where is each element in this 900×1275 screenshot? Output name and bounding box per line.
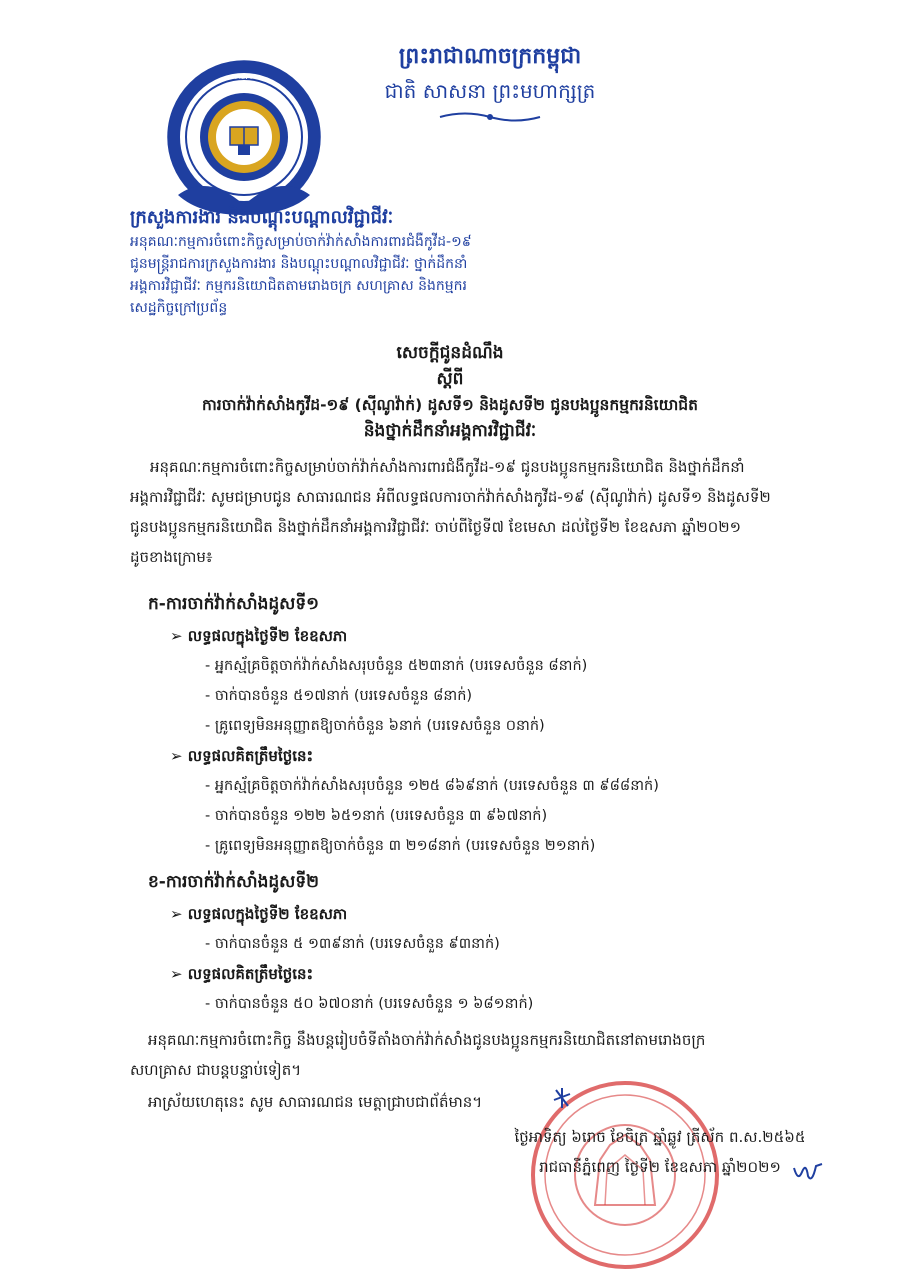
list-item: - ចាក់បានចំនួន ៥ ១៣៩នាក់ (បរទេសចំនួន ៩៣នាក់) (205, 936, 500, 952)
signature-icon (792, 1160, 826, 1184)
national-motto: ជាតិ សាសនា ព្រះមហាក្សត្រ (384, 79, 596, 103)
title-line: ការចាក់វ៉ាក់សាំងកូវីដ-១៩ (ស៊ីណូវ៉ាក់) ដូសទី១ និងដូសទី២ ជូនបងប្អូនកម្មករនិយោជិត (202, 396, 698, 414)
title-line: សេចក្តីជូនដំណឹង (396, 343, 504, 363)
ministry-block (130, 205, 490, 319)
closing-line-1: អនុគណៈកម្មការចំពោះកិច្ច នឹងបន្តរៀបចំទីតាំងចាក់វ៉ាក់សាំងជូនបងប្អូនកម្មករនិយោជិតនៅតាមរោងចក្រ (148, 1031, 706, 1049)
intro-line: អង្គការវិជ្ជាជីវៈ សូមជម្រាបជូន សាធារណជន អំពីលទ្ធផលការចាក់វ៉ាក់សាំងកូវីដ-១៩ (ស៊ីណូវ៉ាក់) ដូសទី១ និងដូសទី២ (130, 488, 771, 506)
lunar-date: ថ្ងៃអាទិត្យ ៦រោច ខែចិត្រ ឆ្នាំឆ្លូវ ត្រីស័ក ព.ស.២៥៦៥ (514, 1128, 806, 1146)
list-item: - អ្នកស្ម័គ្រចិត្តចាក់វ៉ាក់សាំងសរុបចំនួន ១២៥ ៨៦៩នាក់ (បរទេសចំនួន ៣ ៩៨៨នាក់) (205, 778, 659, 794)
intro-line: ជូនបងប្អូនកម្មករនិយោជិត និងថ្នាក់ដឹកនាំអង្គការវិជ្ជាជីវៈ ចាប់ពីថ្ងៃទី៧ ខែមេសា ដល់ថ្ងៃទី២ ខែឧសភា ឆ្នាំ២០២១ (130, 518, 741, 536)
dose2-today-label: ➢ លទ្ធផលក្នុងថ្ងៃទី២ ខែឧសភា (170, 905, 348, 923)
list-item: - ចាក់បានចំនួន ៥០ ៦៧០នាក់ (បរទេសចំនួន ១ ៦៨១នាក់) (205, 996, 534, 1012)
list-item: - គ្រូពេទ្យមិនអនុញ្ញាតឱ្យចាក់ចំនួន ៦នាក់ (បរទេសចំនួន ០នាក់) (205, 718, 545, 734)
title-line: ស្តីពី (436, 369, 464, 389)
ornament-divider-icon (435, 110, 545, 124)
solar-date: រាជធានីភ្នំពេញ ថ្ងៃទី២ ខែឧសភា ឆ្នាំ២០២១ (539, 1158, 781, 1176)
arrow-right-icon: ➢ (170, 747, 188, 765)
arrow-right-icon: ➢ (170, 965, 188, 983)
ministry-line: អង្គការវិជ្ជាជីវៈ កម្មករនិយោជិតតាមរោងចក្រ សហគ្រាស និងកម្មករ (130, 278, 467, 294)
arrow-right-icon: ➢ (170, 627, 188, 645)
ministry-logo-icon (158, 55, 330, 225)
list-item: - ចាក់បានចំនួន ១២២ ៦៥១នាក់ (បរទេសចំនួន ៣ ៩៦៧នាក់) (205, 808, 548, 824)
ministry-name: ក្រសួងការងារ និងបណ្តុះបណ្តាលវិជ្ជាជីវៈ (130, 207, 394, 228)
list-item: - គ្រូពេទ្យមិនអនុញ្ញាតឱ្យចាក់ចំនួន ៣ ២១៨នាក់ (បរទេសចំនួន ២១នាក់) (205, 838, 596, 854)
dose1-today-label: ➢ លទ្ធផលក្នុងថ្ងៃទី២ ខែឧសភា (170, 627, 348, 645)
closing-line-2: សហគ្រាស ជាបន្តបន្ទាប់ទៀត។ (130, 1061, 302, 1079)
intro-line: អនុគណៈកម្មការចំពោះកិច្ចសម្រាប់ចាក់វ៉ាក់សាំងការពារជំងឺកូវីដ-១៩ ជូនបងប្អូនកម្មករនិយោជិត និងថ្នាក់ដឹកនាំ (150, 458, 745, 476)
dose2-total-label: ➢ លទ្ធផលគិតត្រឹមថ្ងៃនេះ (170, 965, 314, 983)
svg-text:MLVT: MLVT (234, 73, 254, 81)
dose2-heading: ខ-ការចាក់វ៉ាក់សាំងដូសទី២ (148, 872, 319, 892)
dose1-total-label: ➢ លទ្ធផលគិតត្រឹមថ្ងៃនេះ (170, 747, 314, 765)
intro-paragraph (130, 452, 840, 572)
kingdom-name: ព្រះរាជាណាចក្រកម្ពុជា (398, 44, 582, 69)
intro-line: ដូចខាងក្រោម៖ (130, 548, 213, 566)
list-item: - អ្នកស្ម័គ្រចិត្តចាក់វ៉ាក់សាំងសរុបចំនួន ៥២៣នាក់ (បរទេសចំនួន ៨នាក់) (205, 658, 588, 674)
ministry-line: សេដ្ឋកិច្ចក្រៅប្រព័ន្ធ (130, 300, 228, 316)
list-item: - ចាក់បានចំនួន ៥១៧នាក់ (បរទេសចំនួន ៨នាក់) (205, 688, 473, 704)
closing-line-3: អាស្រ័យហេតុនេះ សូម សាធារណជន មេត្តាជ្រាបជាព័ត៌មាន។ (148, 1093, 483, 1111)
document-title (80, 340, 820, 444)
ministry-line: ជូនមន្ត្រីរាជការក្រសួងការងារ និងបណ្តុះបណ្តាលវិជ្ជាជីវៈ ថ្នាក់ដឹកនាំ (130, 256, 468, 272)
ministry-line: អនុគណៈកម្មការចំពោះកិច្ចសម្រាប់ចាក់វ៉ាក់សាំងការពារជំងឺកូវីដ-១៩ (130, 234, 472, 250)
dose1-heading: ក-ការចាក់វ៉ាក់សាំងដូសទី១ (148, 594, 319, 614)
arrow-right-icon: ➢ (170, 905, 188, 923)
title-line: និងថ្នាក់ដឹកនាំអង្គការវិជ្ជាជីវៈ (363, 421, 537, 441)
initial-mark-icon (550, 1086, 574, 1110)
